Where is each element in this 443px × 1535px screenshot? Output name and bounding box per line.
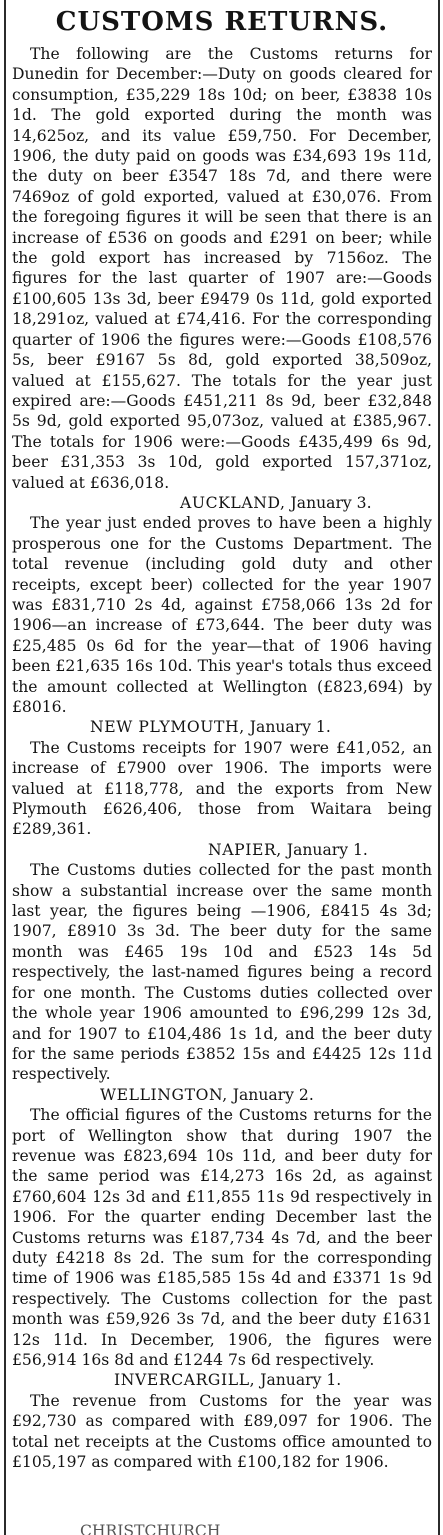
next-heading-fragment: CHRISTCHURCH [80, 1522, 221, 1535]
auckland-dateline [12, 493, 432, 513]
dateline-date: January 3. [290, 493, 372, 512]
new-plymouth-paragraph: The Customs receipts for 1907 were £41,052, an increase of £7900 over 1906. The imports were valued at £118,778, and the exports from New Plymouth £626,406, those from Waitara being £289,361. [12, 738, 432, 839]
napier-paragraph: The Customs duties collected for the past month show a substantial increase over the same month last year, the figures being —1906, £8415 4s 3d; 1907, £8910 3s 3d. The beer duty for the same month was £465 19s 10d and £523 14s 5d respectively, the last-named figures being a record for one month. The Customs duties collected over the whole year 1906 amounted to £96,299 12s 3d, and for 1907 to £104,486 1s 1d, and the beer duty for the same periods £3852 15s and £4425 12s 11d respectively. [12, 861, 432, 1084]
invercargill-dateline [12, 1370, 432, 1390]
column-rule-right [438, 0, 440, 1535]
article-column [12, 6, 432, 1472]
dateline-place: AUCKLAND, [180, 493, 286, 512]
dateline-place: INVERCARGILL, [114, 1371, 256, 1390]
article-title: CUSTOMS RETURNS. [55, 7, 389, 37]
dateline-date: January 1. [249, 718, 331, 737]
wellington-paragraph: The official figures of the Customs returns for the port of Wellington show that during 1907 the revenue was £823,694 10s 11d, and beer duty for the same period was £14,273 16s 2d, as against £760,604 12s 3d and £11,855 11s 9d respectively in 1906. For the quarter ending December last the Customs returns was £187,734 4s 7d, and the beer duty £4218 8s 2d. The sum for the corresponding time of 1906 was £185,585 15s 4d and £3371 1s 9d respectively. The Customs collection for the past month was £59,926 3s 7d, and the beer duty £1631 12s 11d. In December, 1906, the figures were £56,914 16s 8d and £1244 7s 6d respectively. [12, 1106, 432, 1369]
dateline-date: January 1. [260, 1371, 342, 1390]
column-rule-left [4, 0, 6, 1535]
wellington-dateline [12, 1085, 432, 1105]
invercargill-paragraph: The revenue from Customs for the year was £92,730 as compared with £89,097 for 1906. The total net receipts at the Customs office amounted to £105,197 as compared with £100,182 for 1906. [12, 1391, 432, 1472]
auckland-paragraph: The year just ended proves to have been a highly prosperous one for the Customs Department. The total revenue (including gold duty and other receipts, except beer) collected for the year 1907 was £831,710 2s 4d, against £758,066 13s 2d for 1906—an increase of £73,644. The beer duty was £25,485 0s 6d for the year—that of 1906 having been £21,635 16s 10d. This year's totals thus exceed the amount collected at Wellington (£823,694) by £8016. [12, 514, 432, 716]
napier-dateline [12, 840, 432, 860]
dateline-date: January 2. [232, 1085, 314, 1104]
dateline-place: NEW PLYMOUTH, [90, 718, 245, 737]
dateline-place: NAPIER, [208, 840, 282, 859]
new-plymouth-dateline [12, 717, 432, 737]
dateline-date: January 1. [286, 840, 368, 859]
dunedin-paragraph: The following are the Customs returns for Dunedin for December:—Duty on goods cleared for consumption, £35,229 18s 10d; on beer, £3838 10s 1d. The gold exported during the month was 14,625oz, and its value £59,750. For December, 1906, the duty paid on goods was £34,693 19s 11d, the duty on beer £3547 18s 7d, and there were 7469oz of gold exported, valued at £30,076. From the foregoing figures it will be seen that there is an increase of £536 on goods and £291 on beer; while the gold export has increased by 7156oz. The figures for the last quarter of 1907 are:—Goods £100,605 13s 3d, beer £9479 0s 11d, gold exported 18,291oz, valued at £74,416. For the corresponding quarter of 1906 the figures were:—Goods £108,576 5s, beer £9167 5s 8d, gold exported 38,509oz, valued at £155,627. The totals for the year just expired are:—Goods £451,211 8s 9d, beer £32,848 5s 9d, gold exported 95,073oz, valued at £385,967. The totals for 1906 were:—Goods £435,499 6s 9d, beer £31,353 3s 10d, gold exported 157,371oz, valued at £636,018. [12, 45, 432, 492]
dateline-place: WELLINGTON, [100, 1085, 228, 1104]
